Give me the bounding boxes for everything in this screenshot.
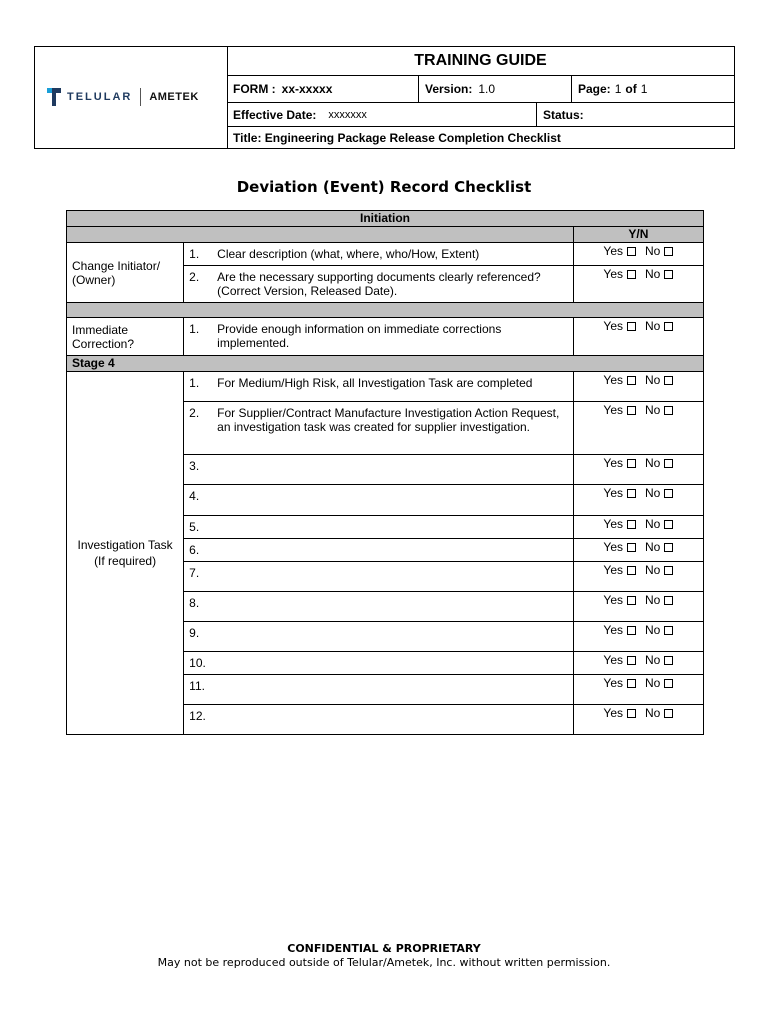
yes-label: Yes — [603, 653, 623, 667]
item-number: 10. — [189, 656, 206, 670]
item-text — [217, 626, 569, 640]
no-label: No — [645, 486, 661, 500]
yes-label: Yes — [603, 267, 623, 281]
item-number: 1. — [189, 247, 200, 261]
yn-cell — [573, 705, 703, 735]
no-checkbox[interactable] — [664, 709, 673, 718]
no-checkbox[interactable] — [664, 376, 673, 385]
effective-date-label: Effective Date: — [233, 107, 317, 122]
form-cell — [227, 76, 419, 102]
no-checkbox[interactable] — [664, 543, 673, 552]
item-text — [217, 596, 569, 610]
checklist-item — [184, 243, 574, 266]
checklist-item — [184, 539, 574, 562]
checklist-item — [184, 266, 574, 303]
section-initiation-header: Initiation — [67, 211, 704, 227]
item-number: 12. — [189, 709, 206, 723]
yes-label: Yes — [603, 244, 623, 258]
yes-checkbox[interactable] — [627, 489, 636, 498]
item-number: 6. — [189, 543, 200, 557]
yes-label: Yes — [603, 517, 623, 531]
no-checkbox[interactable] — [664, 596, 673, 605]
logo-brand-telular: TELULAR — [67, 91, 133, 103]
page-title: TRAINING GUIDE — [414, 52, 547, 69]
item-text: For Supplier/Contract Manufacture Investigation Action Request, an investigation task was created for supplier investigation. — [217, 406, 560, 434]
item-text — [217, 679, 569, 693]
no-label: No — [645, 319, 661, 333]
checklist-title: Deviation (Event) Record Checklist — [236, 178, 532, 196]
yes-checkbox[interactable] — [627, 459, 636, 468]
no-label: No — [645, 563, 661, 577]
status-label: Status: — [543, 107, 584, 122]
yes-checkbox[interactable] — [627, 322, 636, 331]
status-cell — [537, 103, 734, 126]
checklist-item — [184, 485, 574, 516]
item-text — [217, 656, 569, 670]
no-checkbox[interactable] — [664, 247, 673, 256]
yes-checkbox[interactable] — [627, 247, 636, 256]
yes-label: Yes — [603, 563, 623, 577]
yes-label: Yes — [603, 676, 623, 690]
yes-checkbox[interactable] — [627, 376, 636, 385]
checklist-item — [184, 592, 574, 622]
footer-confidential: CONFIDENTIAL & PROPRIETARY — [287, 942, 481, 955]
no-checkbox[interactable] — [664, 656, 673, 665]
checklist-item — [184, 516, 574, 539]
yes-label: Yes — [603, 403, 623, 417]
no-checkbox[interactable] — [664, 270, 673, 279]
item-text — [217, 489, 569, 503]
yn-cell — [573, 372, 703, 402]
item-number: 9. — [189, 626, 200, 640]
yn-cell — [573, 402, 703, 455]
telular-t-icon — [47, 88, 61, 106]
yn-cell — [573, 652, 703, 675]
item-number: 1. — [189, 376, 200, 390]
page-footer — [0, 942, 768, 970]
no-checkbox[interactable] — [664, 626, 673, 635]
immediate-correction-label: Immediate Correction? — [67, 318, 184, 356]
checklist-item — [184, 562, 574, 592]
no-label: No — [645, 623, 661, 637]
header-doc-title-row — [227, 127, 734, 148]
yes-label: Yes — [603, 706, 623, 720]
spacer-row — [67, 303, 704, 318]
no-checkbox[interactable] — [664, 322, 673, 331]
no-checkbox[interactable] — [664, 566, 673, 575]
yn-cell — [573, 318, 703, 356]
no-label: No — [645, 267, 661, 281]
no-label: No — [645, 373, 661, 387]
yes-label: Yes — [603, 593, 623, 607]
yn-cell — [573, 243, 703, 266]
investigation-task-label — [67, 372, 184, 735]
logo-divider — [140, 88, 141, 106]
item-number: 7. — [189, 566, 200, 580]
yes-checkbox[interactable] — [627, 679, 636, 688]
checklist-item — [184, 318, 574, 356]
table-row — [67, 243, 704, 266]
yn-cell — [573, 516, 703, 539]
form-label: FORM : — [233, 82, 276, 96]
page-label: Page: — [578, 82, 611, 96]
investigation-label-line1: Investigation Task — [77, 538, 173, 552]
checklist-item — [184, 675, 574, 705]
company-logo — [47, 87, 199, 107]
yes-label: Yes — [603, 373, 623, 387]
item-text — [217, 566, 569, 580]
stage-row — [67, 356, 704, 372]
gray-spacer — [67, 303, 704, 318]
no-label: No — [645, 653, 661, 667]
item-number: 2. — [189, 270, 200, 284]
no-checkbox[interactable] — [664, 489, 673, 498]
no-label: No — [645, 403, 661, 417]
page-number: 1 — [614, 82, 622, 96]
no-checkbox[interactable] — [664, 459, 673, 468]
logo-cell — [35, 47, 228, 148]
logo-brand-ametek: AMETEK — [149, 91, 199, 103]
checklist-item — [184, 652, 574, 675]
table-row — [67, 318, 704, 356]
header-form-row — [227, 76, 734, 103]
item-text: For Medium/High Risk, all Investigation Task are completed — [217, 376, 533, 390]
header-title-row — [227, 47, 734, 76]
stage-4-header: Stage 4 — [67, 356, 704, 372]
yes-label: Yes — [603, 319, 623, 333]
no-checkbox[interactable] — [664, 520, 673, 529]
item-text: Are the necessary supporting documents clearly referenced? (Correct Version, Released Date). — [217, 270, 541, 298]
item-number: 2. — [189, 406, 200, 420]
footer-notice: May not be reproduced outside of Telular/Ametek, Inc. without written permission. — [157, 956, 611, 969]
no-label: No — [645, 676, 661, 690]
section-header-row — [67, 211, 704, 227]
no-label: No — [645, 456, 661, 470]
no-label: No — [645, 706, 661, 720]
item-number: 4. — [189, 489, 200, 503]
checklist-item — [184, 372, 574, 402]
version-cell — [419, 76, 572, 102]
yn-cell — [573, 266, 703, 303]
yes-checkbox[interactable] — [627, 566, 636, 575]
checklist-item — [184, 622, 574, 652]
yn-cell — [573, 592, 703, 622]
item-number: 1. — [189, 322, 200, 336]
header-info — [227, 47, 734, 148]
yn-cell — [573, 455, 703, 485]
version-label: Version: — [425, 82, 473, 96]
yes-label: Yes — [603, 540, 623, 554]
yes-checkbox[interactable] — [627, 626, 636, 635]
item-number: 3. — [189, 459, 200, 473]
item-number: 5. — [189, 520, 200, 534]
yes-checkbox[interactable] — [627, 596, 636, 605]
header-date-row — [227, 103, 734, 127]
item-text: Clear description (what, where, who/How, Extent) — [217, 247, 480, 261]
yes-label: Yes — [603, 623, 623, 637]
effective-date-value: xxxxxxx — [328, 108, 367, 121]
yn-cell — [573, 485, 703, 516]
no-label: No — [645, 517, 661, 531]
yes-checkbox[interactable] — [627, 520, 636, 529]
item-text — [217, 543, 569, 557]
no-label: No — [645, 593, 661, 607]
no-label: No — [645, 244, 661, 258]
page-cell — [572, 76, 734, 102]
yn-cell — [573, 675, 703, 705]
table-row — [67, 372, 704, 402]
version-value: 1.0 — [478, 82, 496, 96]
yes-checkbox[interactable] — [627, 406, 636, 415]
change-initiator-label: Change Initiator/ (Owner) — [67, 243, 184, 303]
yes-checkbox[interactable] — [627, 543, 636, 552]
column-header-row — [67, 227, 704, 243]
document-title: Title: Engineering Package Release Completion Checklist — [233, 130, 561, 145]
investigation-label-line2: (If required) — [94, 554, 157, 568]
page-of: of — [625, 82, 637, 96]
yes-checkbox[interactable] — [627, 270, 636, 279]
no-checkbox[interactable] — [664, 679, 673, 688]
document-header — [34, 46, 735, 149]
checklist-table — [66, 210, 704, 735]
yn-cell — [573, 562, 703, 592]
yes-label: Yes — [603, 486, 623, 500]
page-total: 1 — [640, 82, 648, 96]
item-number: 8. — [189, 596, 200, 610]
yes-checkbox[interactable] — [627, 709, 636, 718]
item-number: 11. — [189, 679, 205, 693]
yes-checkbox[interactable] — [627, 656, 636, 665]
item-text — [217, 709, 569, 723]
form-value: xx-xxxxx — [281, 82, 333, 96]
effective-date-cell — [227, 103, 537, 126]
blank-header-cell — [67, 227, 574, 243]
yn-cell — [573, 622, 703, 652]
checklist-item — [184, 705, 574, 735]
no-label: No — [645, 540, 661, 554]
item-text: Provide enough information on immediate corrections implemented. — [217, 322, 502, 350]
no-checkbox[interactable] — [664, 406, 673, 415]
yes-label: Yes — [603, 456, 623, 470]
checklist-item — [184, 402, 574, 455]
item-text — [217, 520, 569, 534]
yn-cell — [573, 539, 703, 562]
item-text — [217, 459, 569, 473]
checklist-item — [184, 455, 574, 485]
yn-column-header: Y/N — [573, 227, 703, 243]
